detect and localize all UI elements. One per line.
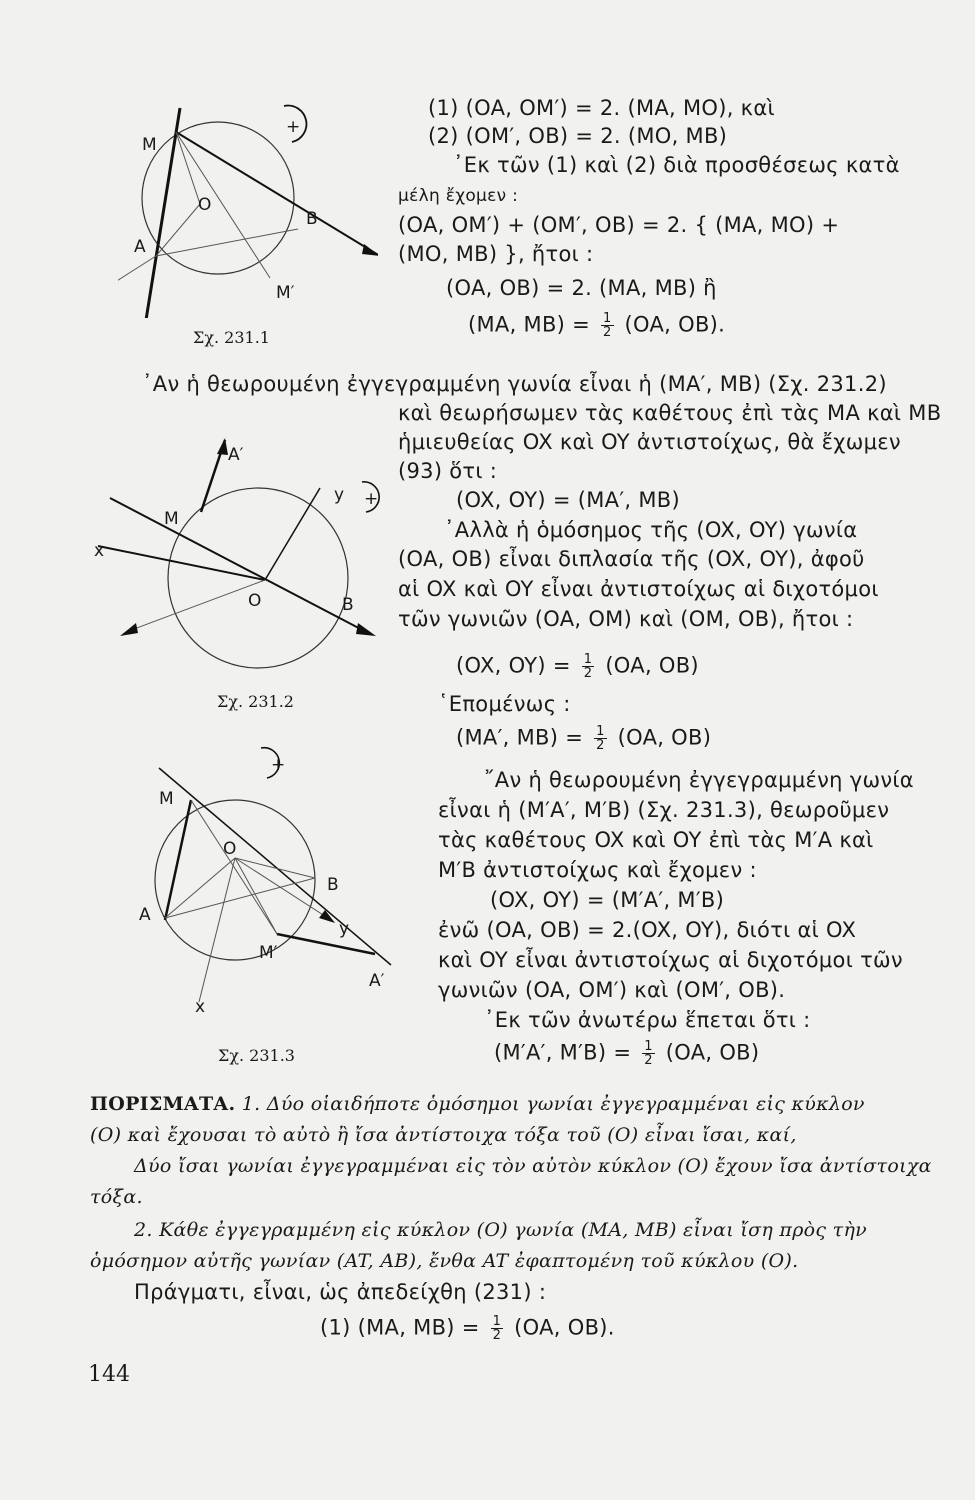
line-Mp-Ap (277, 934, 375, 954)
arrowhead-left (120, 623, 138, 636)
corollary-1-number: 1. (241, 1093, 261, 1115)
text-line: (OA, OB) = 2. (MA, MB) ἢ (446, 276, 717, 300)
arrowhead-B (356, 623, 376, 636)
corollary-1-line-c: Δύο ἴσαι γωνίαι ἐγγεγραμμέναι εἰς τὸν αὐτὸν κύκλον (O) ἔχουν ἴσα ἀντίστοιχα (134, 1155, 932, 1177)
line-M-Mp (191, 800, 277, 934)
text-line: (2) (OM′, OB) = 2. (MO, MB) (428, 124, 728, 148)
label-B: B (306, 209, 318, 229)
text-line: ἐνῶ (OA, OB) = 2.(OX, OY), διότι αἱ OX (438, 918, 857, 942)
line-OX (98, 546, 265, 580)
line-A-tangent (118, 256, 156, 284)
line-OY (265, 488, 320, 580)
corollary-1-line-b: (O) καὶ ἔχουσαι τὸ αὐτὸ ἢ ἴσα ἀντίστοιχα τόξα τοῦ (O) εἶναι ἴσαι, καί, (90, 1124, 797, 1146)
label-Mp: M′ (259, 943, 278, 963)
label-plus: + (286, 117, 301, 137)
label-B: B (342, 595, 354, 615)
line-OX (199, 858, 235, 1002)
figure-231-2 (80, 430, 380, 680)
corollary-2-line-a: 2. Κάθε ἐγγεγραμμένη εἰς κύκλον (O) γωνία (MA, MB) εἶναι ἴση πρὸς τὴν (134, 1219, 868, 1241)
eq-left: (MA, MB) = (468, 312, 597, 337)
equation (456, 725, 711, 752)
text-line: (OX, OY) = (MA′, MB) (456, 488, 680, 512)
text-line: ῎Αν ἡ θεωρουμένη ἐγγεγραμμένη γωνία (484, 768, 914, 792)
page-number: 144 (88, 1362, 130, 1387)
label-B: B (327, 875, 339, 895)
label-M: M (142, 135, 157, 155)
text-line: (1) (OA, OM′) = 2. (MA, MO), καὶ (428, 96, 775, 120)
text-line: τῶν γωνιῶν (OA, OM) καὶ (OM, OB), ἤτοι : (398, 607, 854, 631)
corollary-1-line-a (90, 1093, 865, 1115)
text-line: τὰς καθέτους OX καὶ OY ἐπὶ τὰς M′A καὶ (438, 828, 874, 852)
line-M-Mp (176, 132, 270, 278)
text-line: ᾽Εκ τῶν (1) καὶ (2) διὰ προσθέσεως κατὰ (453, 153, 900, 177)
label-Ap: A′ (369, 971, 385, 991)
arrowhead-Ap (217, 438, 228, 455)
line-top (159, 768, 391, 965)
text-line: μέλη ἔχομεν : (398, 186, 519, 206)
eq-right: (OA, OB) (658, 1040, 760, 1065)
text-line: ῾Επομένως : (438, 692, 571, 716)
text-line: ᾽Εκ τῶν ἀνωτέρω ἕπεται ὅτι : (484, 1008, 811, 1032)
corollary-2-line-b: ὁμόσημον αὐτῆς γωνίαν (AT, AB), ἔνθα AT ἐφαπτομένη τοῦ κύκλου (O). (90, 1250, 799, 1272)
text-line: εἶναι ἡ (M′A′, M′B) (Σχ. 231.3), θεωροῦμεν (438, 798, 890, 822)
corollaries-heading: ΠΟΡΙΣΜΑΤΑ. (90, 1093, 236, 1115)
eq-left: (MA′, MB) = (456, 725, 591, 750)
label-Ap: A′ (228, 445, 244, 465)
eq-right: (OA, OB) (598, 653, 699, 678)
figure-231-1 (118, 88, 378, 318)
label-Mp: M′ (276, 283, 295, 303)
label-M: M (159, 789, 174, 809)
line-MA (165, 800, 191, 920)
label-O: O (223, 839, 237, 859)
label-plus: + (271, 755, 286, 775)
line-O-Mp (235, 858, 277, 934)
text-line: (MO, MB) }, ἤτοι : (398, 242, 594, 266)
arrowhead (362, 244, 378, 256)
arrowhead-y (319, 910, 335, 923)
caption-231-1: Σχ. 231.1 (193, 328, 270, 347)
text-line: ᾽Αλλὰ ἡ ὁμόσημος τῆς (OX, OY) γωνία (444, 518, 858, 542)
figure-231-3 (135, 740, 395, 1020)
text-line: M′B ἀντιστοίχως καὶ ἔχομεν : (438, 858, 757, 882)
label-O: O (198, 195, 212, 215)
corollary-1-line-d: τόξα. (90, 1186, 143, 1208)
eq-left: (M′A′, M′B) = (494, 1040, 639, 1065)
equation (456, 653, 699, 680)
line-to-A (126, 580, 265, 632)
eq-right: (OA, OB) (610, 725, 712, 750)
label-plus: + (364, 489, 379, 509)
text-line: (OX, OY) = (M′A′, M′B) (490, 888, 725, 912)
fraction: $\frac{1}{2}$ (603, 311, 612, 340)
text-line: καὶ θεωρήσωμεν τὰς καθέτους ἐπὶ τὰς MA καὶ MB (398, 401, 942, 425)
corollary-1-text: Δύο οἱαιδήποτε ὁμόσημοι γωνίαι ἐγγεγραμμέναι εἰς κύκλον (266, 1093, 865, 1115)
corollary-2-line-c: Πράγματι, εἶναι, ὡς ἀπεδείχθη (231) : (134, 1280, 547, 1304)
label-y: y (339, 919, 350, 939)
text-line: καὶ OY εἶναι ἀντιστοίχως αἱ διχοτόμοι τῶν (438, 948, 903, 972)
line-A-B (165, 878, 315, 918)
line-OY (235, 858, 331, 920)
eq-right: (OA, OB). (507, 1315, 615, 1340)
label-y: y (334, 485, 345, 505)
line-AB (156, 229, 298, 256)
line-MB (110, 498, 372, 635)
equation (320, 1315, 615, 1342)
label-x: x (195, 997, 206, 1017)
caption-231-2: Σχ. 231.2 (217, 692, 294, 711)
fraction: $\frac{1}{2}$ (492, 1314, 502, 1343)
text-line: (93) ὅτι : (398, 459, 498, 483)
text-line: αἱ OX καὶ OY εἶναι ἀντιστοίχως αἱ διχοτόμοι (398, 577, 879, 601)
text-line: ᾽Αν ἡ θεωρουμένη ἐγγεγραμμένη γωνία εἶναι ἡ (MA′, MB) (Σχ. 231.2) (142, 372, 887, 396)
label-x: x (94, 541, 105, 561)
eq-left: (1) (MA, MB) = (320, 1315, 487, 1340)
label-A: A (134, 237, 146, 257)
fraction: $\frac{1}{2}$ (596, 724, 605, 753)
text-line: γωνιῶν (OA, OM′) καὶ (OM′, OB). (438, 978, 786, 1002)
equation (494, 1040, 759, 1067)
text-line: (OA, OB) εἶναι διπλασία τῆς (OX, OY), ἀφοῦ (398, 547, 865, 571)
eq-right: (OA, OB). (617, 312, 726, 337)
eq-left: (OX, OY) = (456, 653, 578, 678)
fraction: $\frac{1}{2}$ (583, 652, 593, 681)
line-O-M (176, 132, 200, 204)
label-M: M (164, 509, 179, 529)
label-A: A (139, 905, 151, 925)
text-line: (OA, OM′) + (OM′, OB) = 2. { (MA, MO) + (398, 213, 840, 237)
label-O: O (248, 591, 262, 611)
fraction: $\frac{1}{2}$ (644, 1039, 653, 1068)
line-O-B (235, 858, 315, 878)
text-line: ἡμιευθείας OX καὶ OY ἀντιστοίχως, θὰ ἔχωμεν (398, 430, 901, 454)
caption-231-3: Σχ. 231.3 (218, 1046, 295, 1065)
equation (468, 312, 725, 339)
